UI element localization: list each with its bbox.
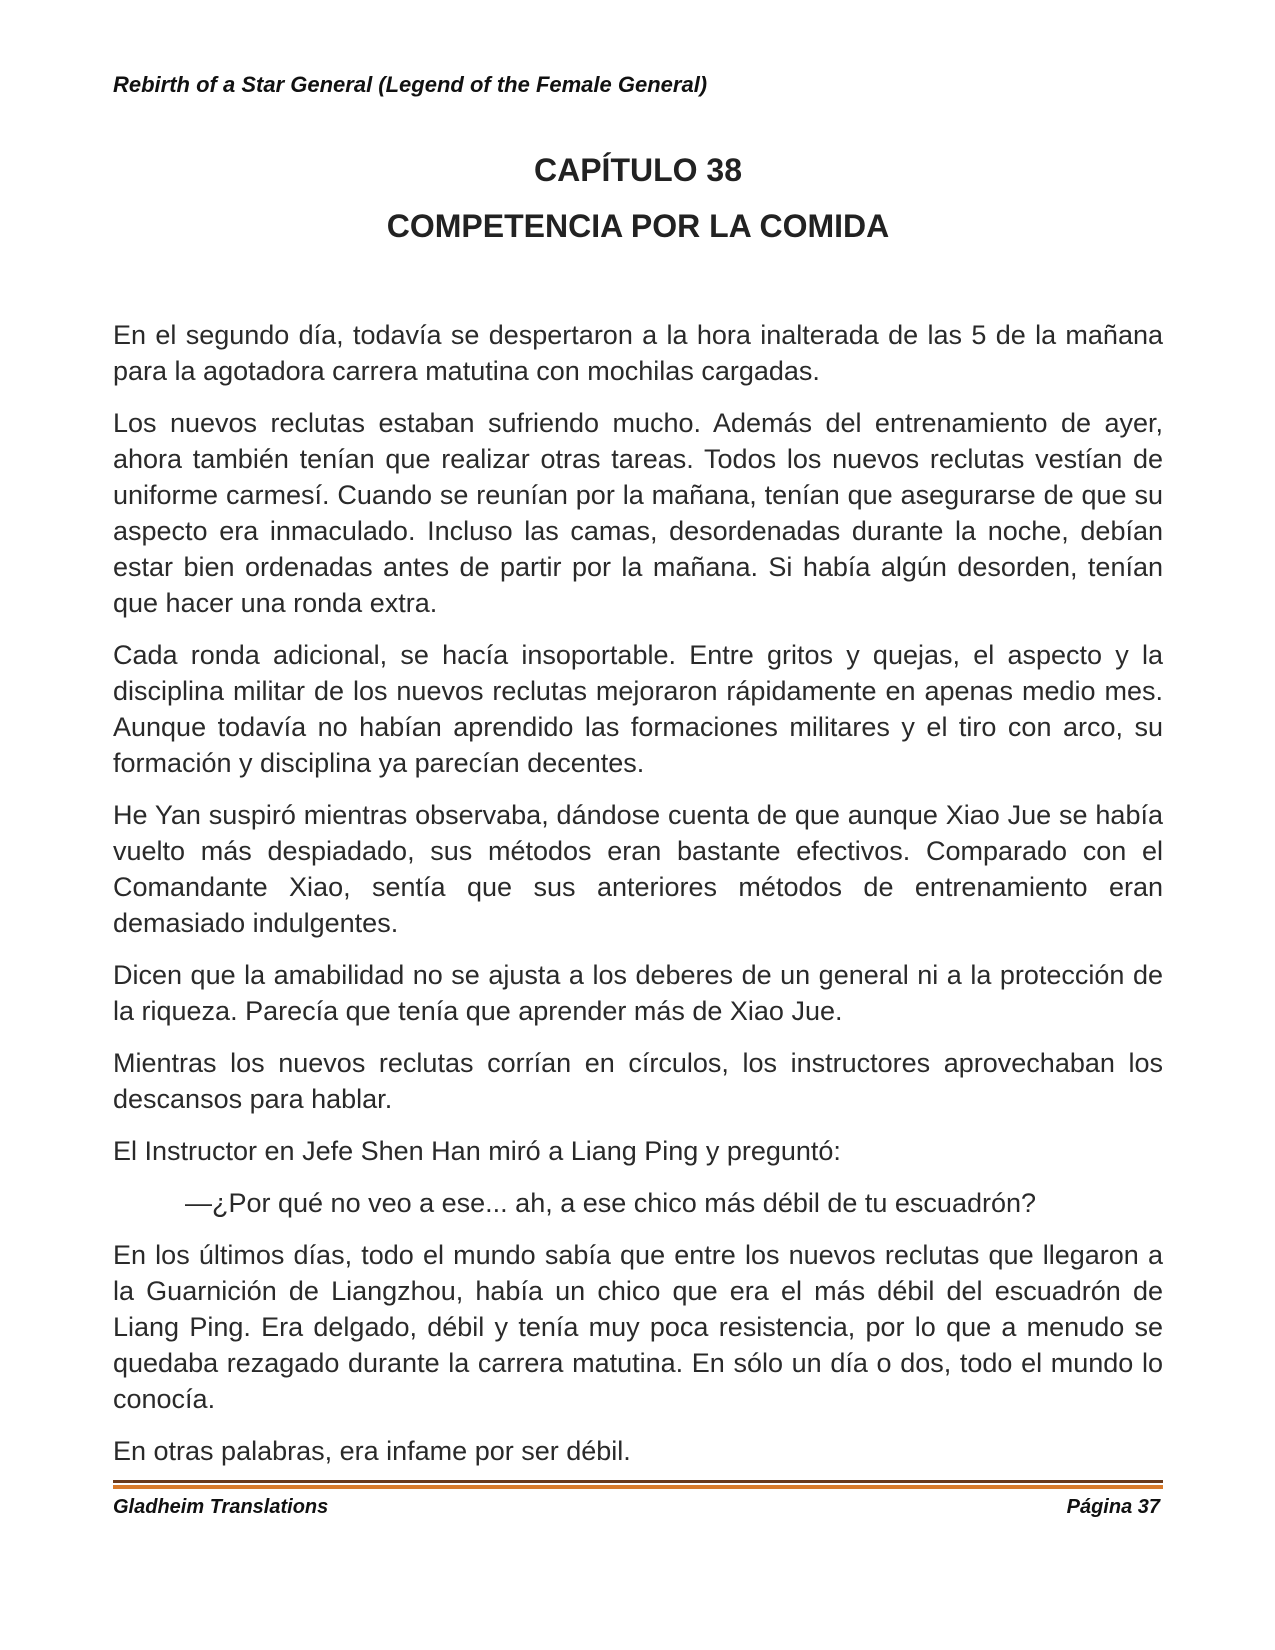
paragraph: El Instructor en Jefe Shen Han miró a Liang Ping y preguntó: — [113, 1136, 841, 1166]
dialogue-line: —¿Por qué no veo a ese... ah, a ese chico más débil de tu escuadrón? — [185, 1188, 1037, 1218]
chapter-title: COMPETENCIA POR LA COMIDA — [386, 208, 890, 244]
footer-divider-accent-line — [113, 1485, 1163, 1489]
paragraph: He Yan suspiró mientras observaba, dándose cuenta de que aunque Xiao Jue se había vuelto más despiadado, sus métodos eran bastante efectivos. Comparado con el Comandante Xiao, sentía que sus anteriores métodos de entrenamiento eran demasiado indulgentes. — [113, 800, 1163, 938]
chapter-number: CAPÍTULO 38 — [533, 152, 743, 188]
paragraph: En otras palabras, era infame por ser débil. — [113, 1436, 631, 1466]
running-header-book-title: Rebirth of a Star General (Legend of the Female General) — [113, 72, 708, 97]
paragraph: En el segundo día, todavía se despertaron a la hora inalterada de las 5 de la mañana para la agotadora carrera matutina con mochilas cargadas. — [113, 320, 1163, 386]
paragraph: Los nuevos reclutas estaban sufriendo mucho. Además del entrenamiento de ayer, ahora también tenían que realizar otras tareas. Todos los nuevos reclutas vestían de uniforme carmesí. Cuando se reunían por la mañana, tenían que asegurarse de que su aspecto era inmaculado. Incluso las camas, desordenadas durante la noche, debían estar bien ordenadas antes de partir por la mañana. Si había algún desorden, tenían que hacer una ronda extra. — [113, 408, 1163, 618]
footer-divider — [113, 1480, 1163, 1489]
paragraph: Mientras los nuevos reclutas corrían en círculos, los instructores aprovechaban los descansos para hablar. — [113, 1048, 1163, 1114]
chapter-body — [113, 317, 1163, 1485]
footer-page-number: Página 37 — [1066, 1496, 1160, 1518]
chapter-heading — [113, 142, 1163, 254]
paragraph: Cada ronda adicional, se hacía insoportable. Entre gritos y quejas, el aspecto y la disciplina militar de los nuevos reclutas mejoraron rápidamente en apenas medio mes. Aunque todavía no habían aprendido las formaciones militares y el tiro con arco, su formación y disciplina ya parecían decentes. — [113, 640, 1163, 778]
paragraph: En los últimos días, todo el mundo sabía que entre los nuevos reclutas que llegaron a la Guarnición de Liangzhou, había un chico que era el más débil del escuadrón de Liang Ping. Era delgado, débil y tenía muy poca resistencia, por lo que a menudo se quedaba rezagado durante la carrera matutina. En sólo un día o dos, todo el mundo lo conocía. — [113, 1240, 1163, 1414]
footer-publisher: Gladheim Translations — [113, 1496, 329, 1518]
paragraph: Dicen que la amabilidad no se ajusta a los deberes de un general ni a la protección de la riqueza. Parecía que tenía que aprender más de Xiao Jue. — [113, 960, 1163, 1026]
